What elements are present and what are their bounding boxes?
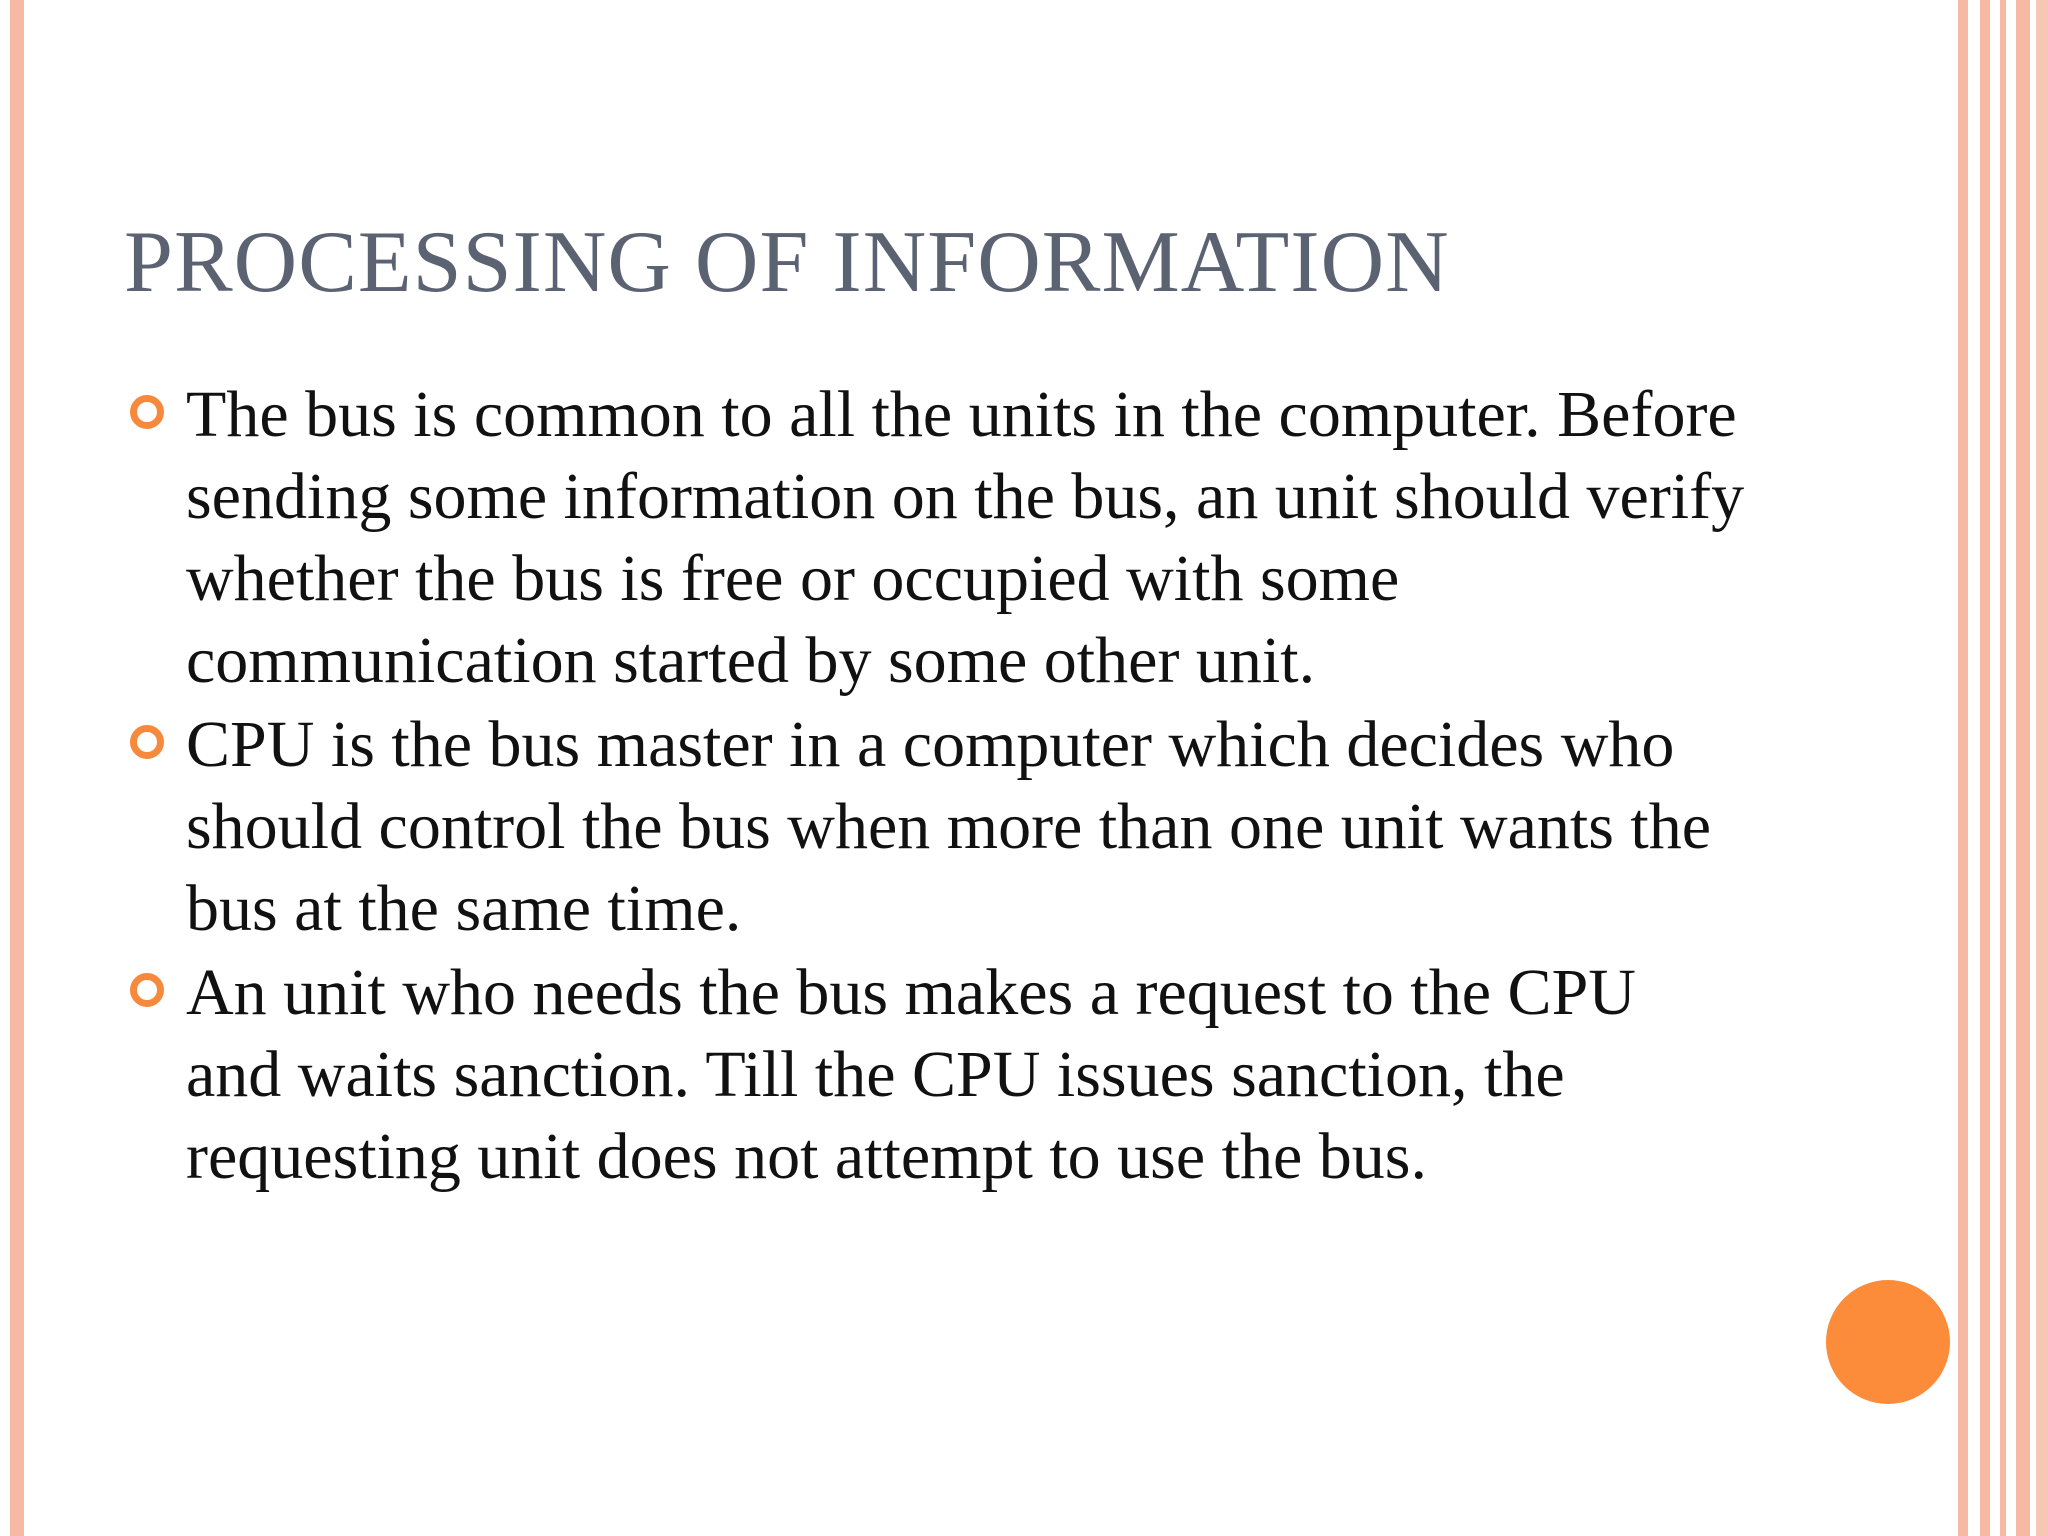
decorative-orange-circle	[1826, 1280, 1950, 1404]
bullet-item	[186, 374, 1746, 702]
right-border-stripe	[2036, 0, 2048, 1536]
bullet-text: The bus is common to all the units in the computer. Before sending some information on the bus, an unit should verify whether the bus is free or occupied with some communication started by some other unit.	[186, 378, 1745, 697]
right-border-stripe	[2000, 0, 2006, 1536]
right-border-stripe	[1958, 0, 1968, 1536]
right-border-stripe	[2016, 0, 2030, 1536]
ring-bullet-icon	[130, 973, 164, 1007]
ring-bullet-icon	[130, 395, 164, 429]
ring-bullet-icon	[130, 725, 164, 759]
bullet-text: An unit who needs the bus makes a request to the CPU and waits sanction. Till the CPU issues sanction, the requesting unit does not attempt to use the bus.	[186, 956, 1636, 1193]
bullet-text: CPU is the bus master in a computer which decides who should control the bus when more than one unit wants the bus at the same time.	[186, 708, 1712, 945]
bullet-item	[186, 952, 1746, 1198]
left-border-stripe	[10, 0, 24, 1536]
bullet-item	[186, 704, 1746, 950]
right-border-stripe	[1980, 0, 1990, 1536]
bullet-list	[186, 374, 1746, 1198]
slide-title: PROCESSING OF INFORMATION	[124, 214, 1450, 311]
